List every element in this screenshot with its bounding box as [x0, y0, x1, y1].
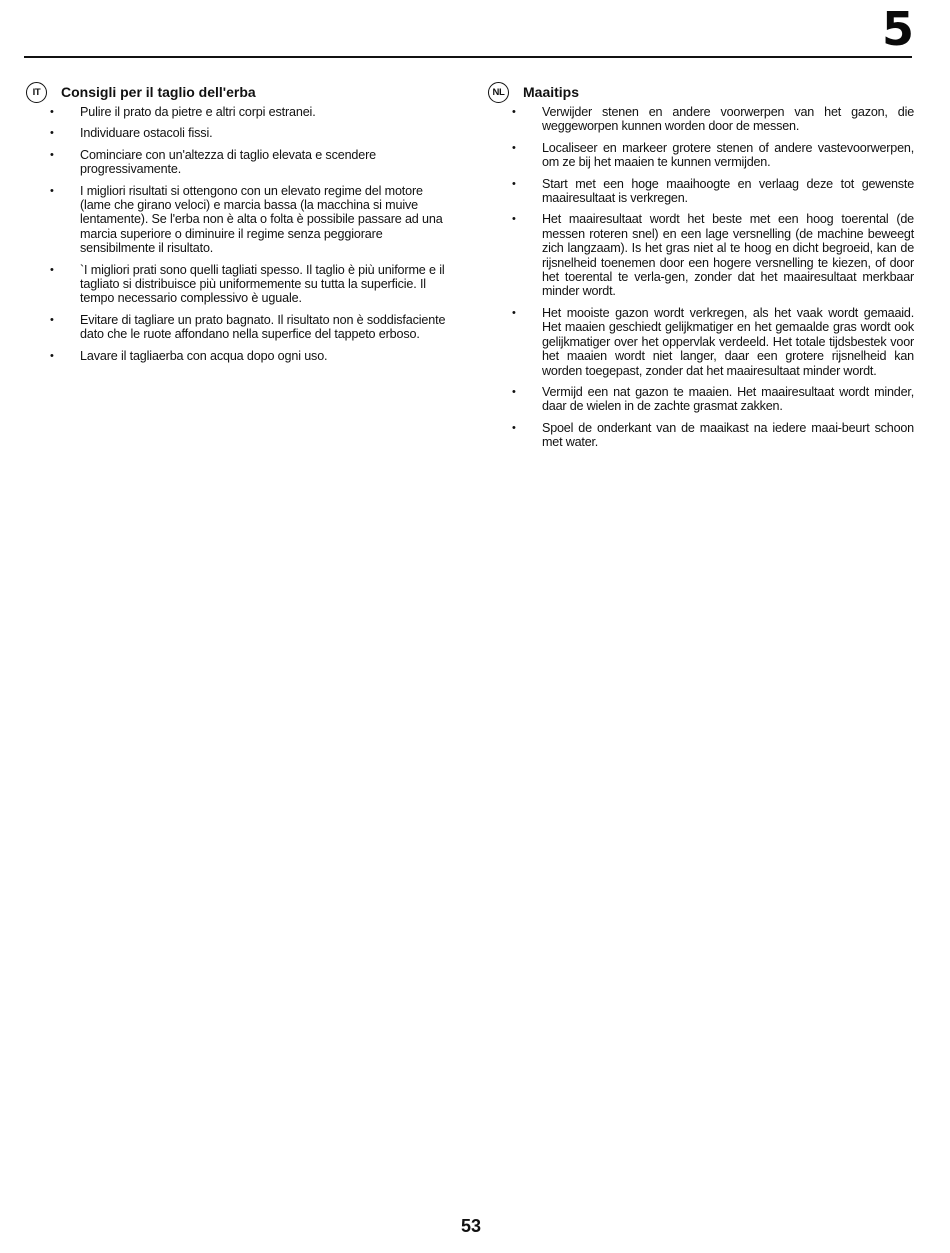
bullet-icon: •	[50, 106, 54, 118]
dutch-tip-item	[488, 306, 914, 378]
bullet-icon: •	[512, 306, 516, 319]
italian-tip-item	[26, 126, 446, 140]
italian-tip-text: Lavare il tagliaerba con acqua dopo ogni uso.	[80, 348, 328, 363]
bullet-icon: •	[512, 177, 516, 190]
italian-tip-item	[26, 105, 446, 119]
italian-section-title: Consigli per il taglio dell'erba	[61, 84, 256, 100]
italian-tip-text: I migliori risultati si ottengono con un elevato regime del motore (lame che girano veloci) e marcia bassa (la macchina si muive lentamente). Se l'erba non è alta o folta è possibile passare ad una marcia superiore o diminuire il regime senza peggiorare sensibilmente il risultato.	[80, 183, 443, 256]
dutch-tip-item	[488, 141, 914, 170]
bullet-icon: •	[50, 127, 54, 140]
italian-section	[26, 80, 446, 370]
italian-tip-item	[26, 263, 446, 306]
bullet-icon: •	[50, 313, 54, 326]
page-number: 53	[460, 1216, 482, 1236]
italian-tip-item	[26, 184, 446, 256]
dutch-tip-text: Het maairesultaat wordt het beste met een hoog toerental (de messen roteren snel) en een lage versnelling (de machine beweegt zich langzaam). Is het gras niet al te hoog en dicht begroeid, kan de rijsnelheid toenemen door een hogere versnelling te kiezen, of door het toerental te verla-gen, zonder dat het maairesultaat merkbaar minder wordt.	[542, 212, 914, 299]
bullet-icon: •	[50, 184, 54, 197]
chapter-number: 5	[881, 2, 914, 56]
italian-tip-text: Cominciare con un'altezza di taglio elevata e scendere progressivamente.	[80, 147, 377, 177]
dutch-section	[488, 80, 914, 457]
dutch-tip-text: Het mooiste gazon wordt verkregen, als het vaak wordt gemaaid. Het maaien geschiedt gelijkmatiger en het gemaalde gras wordt ook gelijkmatiger over het oppervlak verdeeld. Het totale tijdsbestek voor het maaien wordt niet langer, daar een grotere rijsnelheid kan worden toegepast, zonder dat het maairesultaat minder wordt.	[542, 305, 914, 378]
bullet-icon: •	[512, 141, 516, 154]
bullet-icon: •	[50, 263, 54, 276]
dutch-language-badge: NL	[488, 82, 509, 103]
dutch-tip-text: Verwijder stenen en andere voorwerpen van het gazon, die weggeworpen kunnen worden door de messen.	[542, 105, 914, 134]
dutch-section-title: Maaitips	[523, 84, 580, 100]
italian-tip-item	[26, 148, 446, 177]
bullet-icon: •	[512, 385, 516, 398]
header-rule	[24, 56, 912, 58]
italian-tip-item	[26, 349, 446, 363]
bullet-icon: •	[50, 349, 54, 362]
bullet-icon: •	[512, 213, 516, 226]
dutch-tip-text: Start met een hoge maaihoogte en verlaag deze tot gewenste maairesultaat is verkregen.	[542, 176, 914, 206]
italian-tip-text: Individuare ostacoli fissi.	[80, 126, 213, 141]
dutch-tip-item	[488, 212, 914, 298]
dutch-tip-item	[488, 421, 914, 450]
dutch-tip-text: Localiseer en markeer grotere stenen of andere vastevoorwerpen, om ze bij het maaien te kunnen vermijden.	[542, 140, 914, 170]
dutch-tips-list	[488, 105, 914, 450]
italian-tip-text: `I migliori prati sono quelli tagliati spesso. Il taglio è più uniforme e il tagliato si distribuisce più uniformemente su tutta la superficie. Il tempo necessario complessivo è uguale.	[80, 262, 445, 306]
dutch-tip-text: Vermijd een nat gazon te maaien. Het maairesultaat wordt minder, daar de wielen in de zachte grasmat zakken.	[542, 384, 914, 414]
dutch-tip-item	[488, 177, 914, 206]
italian-tip-text: Pulire il prato da pietre e altri corpi estranei.	[80, 105, 316, 119]
italian-header	[26, 80, 446, 104]
bullet-icon: •	[512, 421, 516, 434]
bullet-icon: •	[50, 148, 54, 161]
bullet-icon: •	[512, 106, 516, 118]
italian-language-badge: IT	[26, 82, 47, 103]
dutch-tip-item	[488, 385, 914, 414]
dutch-tip-item	[488, 105, 914, 134]
dutch-tip-text: Spoel de onderkant van de maaikast na iedere maai-beurt schoon met water.	[542, 420, 914, 450]
dutch-header	[488, 80, 914, 104]
italian-tip-text: Evitare di tagliare un prato bagnato. Il risultato non è soddisfaciente dato che le ruote affondano nella superfice del tappeto erboso.	[80, 312, 446, 342]
italian-tips-list	[26, 105, 446, 363]
italian-tip-item	[26, 313, 446, 342]
